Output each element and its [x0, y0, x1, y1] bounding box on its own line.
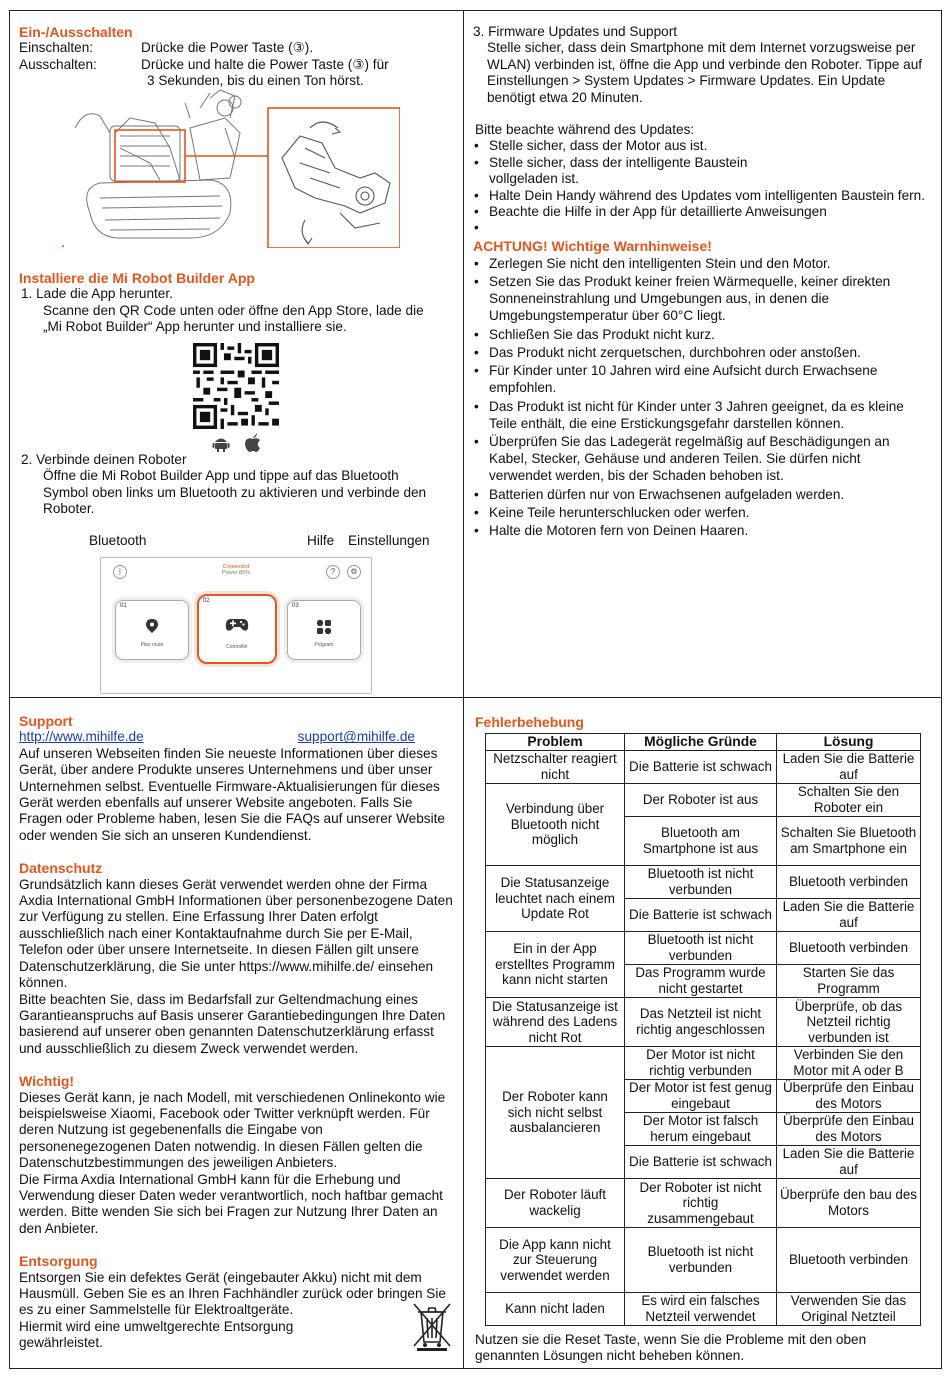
- solution-cell: Überprüfe, ob das Netzteil richtig verbunden ist: [777, 998, 921, 1047]
- solution-cell: Schalten Sie den Roboter ein: [777, 784, 921, 817]
- privacy-text-1: Grundsätzlich kann dieses Gerät verwendet werden ohne der Firma Axdia International GmbH Informationen über personenbezogene Daten zur Verfügung zu stellen. Eine Erfassung Ihrer Daten erfolgt ausschließlich nach einer Kontaktaufnahme durch Sie per E-Mail, Telefon oder über unsere Internetseite. In diesen Fällen gilt unsere Datenschutzerklärung, die Sie unter https://www.mihilfe.de/ einsehen können.: [19, 876, 453, 991]
- troubleshooting-title: Fehlerbehebung: [475, 714, 584, 730]
- cause-cell: Bluetooth ist nicht verbunden: [625, 866, 777, 899]
- reset-note: Nutzen sie die Reset Taste, wenn Sie die Probleme mit den oben genannten Lösungen nicht beheben können.: [475, 1332, 867, 1364]
- cause-cell: Die Batterie ist schwach: [625, 899, 777, 932]
- cause-cell: Der Roboter ist aus: [625, 784, 777, 817]
- card-controller[interactable]: [197, 594, 277, 664]
- problem-cell: Kann nicht laden: [486, 1293, 625, 1326]
- on-text: Drücke die Power Taste (③).: [141, 40, 314, 56]
- step2-title: 2. Verbinde deinen Roboter: [21, 452, 187, 467]
- email-link[interactable]: support@mihilfe.de: [297, 729, 415, 745]
- step1-text: Scanne den QR Code unten oder öffne den App Store, lade die „Mi Robot Builder“ App herunter und installiere sie.: [43, 302, 424, 335]
- solution-cell: Bluetooth verbinden: [777, 932, 921, 965]
- label-settings: Einstellungen: [348, 533, 430, 548]
- table-row: [486, 1179, 921, 1228]
- table-row: [486, 751, 921, 784]
- table-row: [486, 1228, 921, 1293]
- problem-cell: Netzschalter reagiert nicht: [486, 751, 625, 784]
- list-item: • Stelle sicher, dass der Motor aus ist.: [473, 138, 926, 154]
- cause-cell: Bluetooth ist nicht verbunden: [625, 932, 777, 965]
- step1-title: 1. Lade die App herunter.: [21, 286, 173, 302]
- problem-cell: Ein in der App erstelltes Programm kann nicht starten: [486, 932, 625, 998]
- problem-cell: Verbindung über Bluetooth nicht möglich: [486, 784, 625, 866]
- problem-cell: Der Roboter kann sich nicht selbst ausbalancieren: [486, 1047, 625, 1179]
- cause-cell: Der Motor ist fest genug eingebaut: [625, 1080, 777, 1113]
- table-row: [486, 784, 921, 817]
- problem-cell: Die Statusanzeige leuchtet nach einem Update Rot: [486, 866, 625, 932]
- cause-cell: Bluetooth ist nicht verbunden: [625, 1228, 777, 1293]
- off-label: Ausschalten:: [19, 56, 97, 72]
- firmware-title: 3. Firmware Updates und Support: [473, 24, 678, 39]
- step2-text: Öffne die Mi Robot Builder App und tippe auf das Bluetooth Symbol oben links um Bluetooth zu aktivieren und verbinde den Roboter.: [43, 468, 427, 517]
- list-item: • Setzen Sie das Produkt keiner freien Wärmequelle, keiner direkten Sonneneinstrahlung und Umgebungen aus, in denen die Umgebungstemperatur über 60°C liegt.: [473, 273, 926, 325]
- cause-cell: Es wird ein falsches Netzteil verwendet: [625, 1293, 777, 1326]
- card-plan-route[interactable]: [115, 600, 189, 660]
- warnings-list: [473, 255, 926, 539]
- card-label: Controller: [226, 644, 248, 650]
- solution-cell: Schalten Sie Bluetooth am Smartphone ein: [777, 817, 921, 866]
- list-item: • Das Produkt nicht zerquetschen, durchbohren oder anstoßen.: [473, 344, 926, 361]
- solution-cell: Laden Sie die Batterie auf: [777, 751, 921, 784]
- list-item: • Das Produkt ist nicht für Kinder unter 3 Jahren geeignet, da es kleine Teile enthält, die eine Erstickungsgefahr darstellen können.: [473, 398, 926, 432]
- table-row: [486, 1047, 921, 1080]
- gamepad-icon: [225, 618, 249, 632]
- important-title: Wichtig!: [19, 1073, 75, 1090]
- column-header: Mögliche Gründe: [625, 734, 777, 751]
- grid-shapes-icon: [316, 619, 332, 635]
- install-section: [9, 270, 463, 336]
- cause-cell: Bluetooth am Smartphone ist aus: [625, 817, 777, 866]
- label-bluetooth: Bluetooth: [89, 533, 147, 548]
- disposal-text-1: Entsorgen Sie ein defektes Gerät (eingebauter Akku) nicht mit dem Hausmüll. Geben Sie es an Ihren Fachhändler zurück oder bringen Sie es zu einer Sammelstelle für Elektroaltgeräte.: [19, 1269, 446, 1318]
- connect-section: [9, 452, 463, 518]
- troubleshooting-table: [485, 733, 921, 1326]
- list-item: • Halte die Motoren fern von Deinen Haaren.: [473, 522, 926, 539]
- problem-cell: Die App kann nicht zur Steuerung verwendet werden: [486, 1228, 625, 1293]
- update-list: [473, 138, 926, 236]
- solution-cell: Laden Sie die Batterie auf: [777, 1146, 921, 1179]
- important-text-2: Die Firma Axdia International GmbH kann für die Erhebung und Verwendung dieser Daten weder verantwortlich, noch haftbar gemacht werden. Bitte wenden Sie sich bei Fragen zur Nutzung Ihrer Daten an den Anbieter.: [19, 1171, 443, 1236]
- table-row: [486, 866, 921, 899]
- off-text: Drücke und halte die Power Taste (③) für: [141, 56, 389, 72]
- card-label: Program: [314, 642, 334, 648]
- crossed-bin-icon: [411, 1300, 453, 1352]
- power-title: Ein-/Ausschalten: [19, 24, 133, 40]
- list-item: • Batterien dürfen nur von Erwachsenen aufgeladen werden.: [473, 486, 926, 503]
- disposal-text-2: Hiermit wird eine umweltgerechte Entsorgung gewährleistet.: [19, 1318, 294, 1351]
- solution-cell: Überprüfe den bau des Motors: [777, 1179, 921, 1228]
- apple-icon: [244, 433, 262, 453]
- list-item: [473, 220, 926, 236]
- card-number: 03: [292, 603, 299, 609]
- problem-cell: Der Roboter läuft wackelig: [486, 1179, 625, 1228]
- firmware-text: Stelle sicher, dass dein Smartphone mit dem Internet vorzugsweise per WLAN) verbinden ist, öffne die App und verbinde den Roboter. Tippe auf Einstellungen > System Updates > Firmware Updates. Ein Update benötigt etwa 20 Minuten.: [487, 40, 923, 105]
- help-icon[interactable]: ?: [326, 565, 340, 579]
- location-pin-icon: [146, 619, 158, 633]
- cause-cell: Die Batterie ist schwach: [625, 1146, 777, 1179]
- qr-code: [193, 343, 279, 429]
- list-item: • Für Kinder unter 10 Jahren wird eine Aufsicht durch Erwachsene empfohlen.: [473, 362, 926, 396]
- cause-cell: Der Motor ist falsch herum eingebaut: [625, 1113, 777, 1146]
- privacy-text-2: Bitte beachten Sie, dass im Bedarfsfall zur Geltendmachung eines Garantieanspruchs auf Basis unserer Garantiebedingungen Ihre Daten basierend auf unserer oben genannten Datenschutzerklärung erfasst und ausschließlich zu diesem Zweck verwendet werden.: [19, 991, 446, 1056]
- card-program[interactable]: [287, 600, 361, 660]
- solution-cell: Überprüfe den Einbau des Motors: [777, 1113, 921, 1146]
- important-text-1: Dieses Gerät kann, je nach Modell, mit verschiedenen Onlinekonto wie beispielsweise Xiaomi, Facebook oder Twitter verknüpft werden. Für deren Nutzung ist gegebenenfalls die Eingabe von personenegezogenen Daten notwendig. In diesen Fällen gelten die Datenschutzbestimmungen des jeweiligen Anbieters.: [19, 1089, 446, 1171]
- install-title: Installiere die Mi Robot Builder App: [19, 270, 255, 286]
- card-number: 01: [120, 603, 127, 609]
- solution-cell: Verwenden Sie das Original Netzteil: [777, 1293, 921, 1326]
- cause-cell: Das Programm wurde nicht gestartet: [625, 965, 777, 998]
- list-item: • Stelle sicher, dass der intelligente Baustein vollgeladen ist.: [473, 155, 926, 188]
- quadrant-support-privacy: [9, 713, 463, 1352]
- table-row: [486, 1293, 921, 1326]
- privacy-title: Datenschutz: [19, 860, 103, 877]
- settings-icon[interactable]: ⚙: [347, 565, 361, 579]
- label-help: Hilfe: [307, 533, 335, 548]
- support-text: Auf unseren Webseiten finden Sie neueste Informationen über dieses Gerät, über andere Produkte unseres Unternehmens und über unser Unternehmen selbst. Eventuelle Firmware-Aktualisierungen für dieses Gerät werden ebenfalls auf unserer Website angeboten. Falls Sie Fragen oder Probleme haben, lesen Sie die FAQs auf unserer Website oder wenden Sie sich an unseren Kundendienst.: [19, 745, 445, 843]
- table-row: [486, 932, 921, 965]
- card-number: 02: [203, 598, 210, 604]
- power-status: Power 85%: [221, 570, 251, 576]
- warnings-title: ACHTUNG! Wichtige Warnhinweise!: [473, 238, 712, 255]
- solution-cell: Starten Sie das Programm: [777, 965, 921, 998]
- bluetooth-icon[interactable]: ᛒ: [113, 565, 127, 579]
- list-item: • Zerlegen Sie nicht den intelligenten Stein und den Motor.: [473, 255, 926, 272]
- table-row: [486, 998, 921, 1047]
- disposal-title: Entsorgung: [19, 1253, 98, 1270]
- solution-cell: Verbinden Sie den Motor mit A oder B: [777, 1047, 921, 1080]
- list-item: • Halte Dein Handy während des Updates vom intelligenten Baustein fern.: [473, 188, 926, 204]
- website-link[interactable]: http://www.mihilfe.de: [19, 729, 144, 745]
- android-icon: [212, 435, 230, 453]
- list-item: • Keine Teile herunterschlucken oder werfen.: [473, 504, 926, 521]
- on-label: Einschalten:: [19, 40, 94, 56]
- off-text-2: 3 Sekunden, bis du einen Ton hörst.: [147, 73, 364, 89]
- horizontal-divider: [9, 697, 942, 698]
- solution-cell: Bluetooth verbinden: [777, 866, 921, 899]
- cause-cell: Der Motor ist nicht richtig verbunden: [625, 1047, 777, 1080]
- column-header: Lösung: [777, 734, 921, 751]
- list-item: • Beachte die Hilfe in der App für detaillierte Anweisungen: [473, 204, 926, 220]
- update-intro: Bitte beachte während des Updates:: [475, 122, 695, 138]
- quadrant-firmware-warnings: [463, 24, 942, 539]
- support-title: Support: [19, 713, 73, 729]
- solution-cell: Bluetooth verbinden: [777, 1228, 921, 1293]
- app-screen: [100, 557, 372, 694]
- solution-cell: Laden Sie die Batterie auf: [777, 899, 921, 932]
- card-label: Plan route: [140, 642, 164, 648]
- quadrant-power-install: [9, 24, 463, 90]
- connection-status: Connected: [222, 564, 250, 570]
- cause-cell: Das Netzteil ist nicht richtig angeschlossen: [625, 998, 777, 1047]
- list-item: • Überprüfen Sie das Ladegerät regelmäßig auf Beschädigungen an Kabel, Stecker, Gehäuse und anderen Teilen. Sie dürfen nicht verwendet werden, bis der Schaden behoben ist.: [473, 433, 926, 485]
- solution-cell: Überprüfe den Einbau des Motors: [777, 1080, 921, 1113]
- robot-illustration: [60, 88, 400, 248]
- cause-cell: Der Roboter ist nicht richtig zusammengebaut: [625, 1179, 777, 1228]
- cause-cell: Die Batterie ist schwach: [625, 751, 777, 784]
- column-header: Problem: [486, 734, 625, 751]
- list-item: • Schließen Sie das Produkt nicht kurz.: [473, 326, 926, 343]
- problem-cell: Die Statusanzeige ist während des Ladens nicht Rot: [486, 998, 625, 1047]
